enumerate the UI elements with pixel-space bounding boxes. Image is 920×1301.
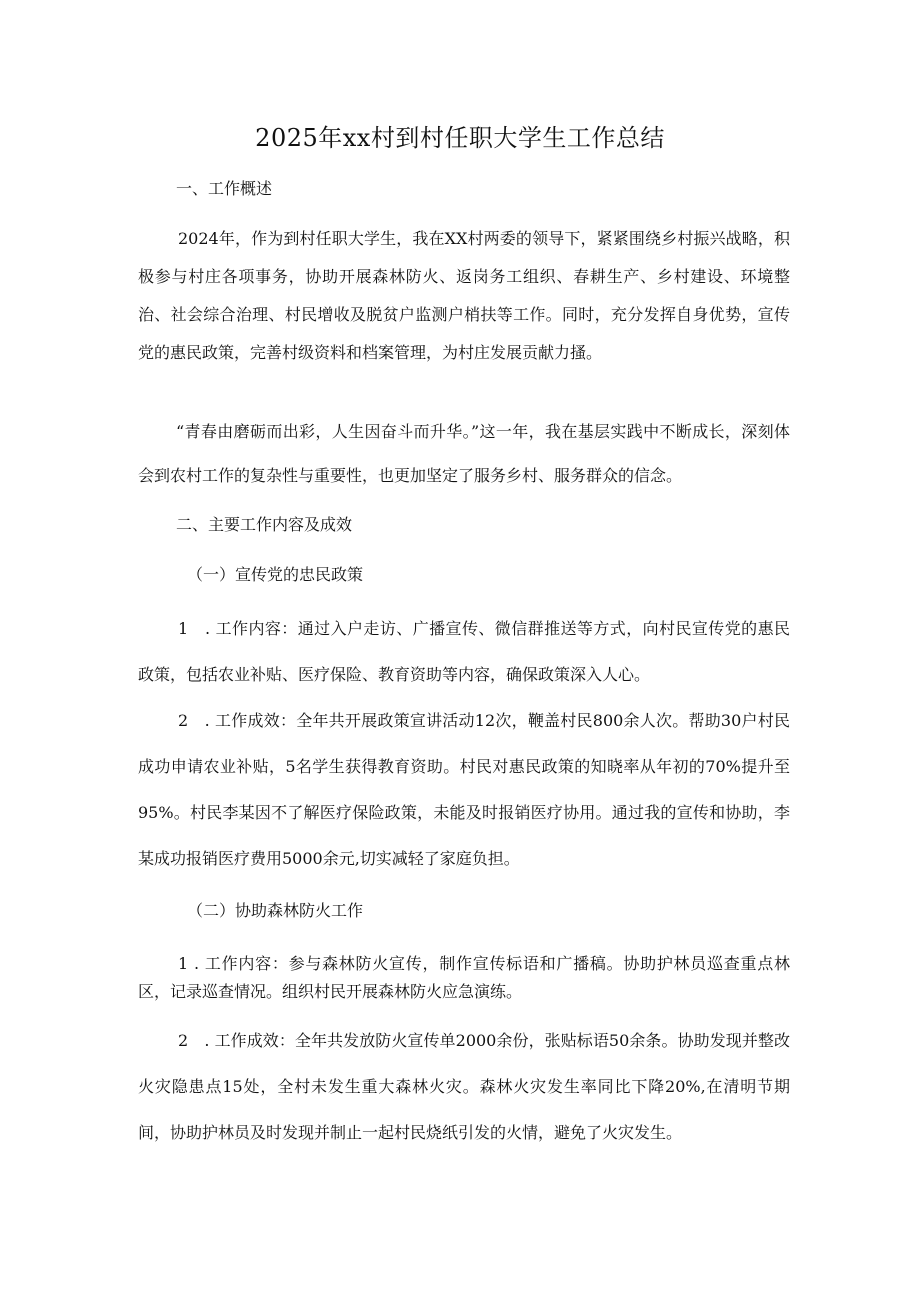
section-heading-overview: 一、工作概述	[176, 179, 273, 198]
paragraph-fire-results: 2 . 工作成效：全年共发放防火宣传单2000余份，张贴标语50余条。协助发现并整改火灾隐患点15处，全村未发生重大森林火灾。森林火灾发生率同比下降20%,在清明节期间，协助护林员及时发现并制止一起村民烧纸引发的火情，避免了火灾发生。	[138, 1031, 790, 1142]
paragraph-overview-2: “青春由磨砺而出彩，人生因奋斗而升华。”这一年，我在基层实践中不断成长，深刻体会到农村工作的复杂性与重要性，也更加坚定了服务乡村、服务群众的信念。	[138, 422, 790, 485]
section-heading-main-work: 二、主要工作内容及成效	[176, 515, 353, 534]
document-title: 2025年xx村到村任职大学生工作总结	[255, 124, 665, 152]
paragraph-fire-content: 1 . 工作内容：参与森林防火宣传，制作宣传标语和广播稿。协助护林员巡查重点林区，记录巡查情况。组织村民开展森林防火应急演练。	[138, 954, 790, 1001]
paragraph-policy-content: 1 . 工作内容：通过入户走访、广播宣传、微信群推送等方式，向村民宣传党的惠民政策，包括农业补贴、医疗保险、教育资助等内容，确保政策深入人心。	[138, 619, 790, 684]
paragraph-policy-results: 2 . 工作成效：全年共开展政策宣讲活动12次，鞭盖村民800余人次。帮助30户村民成功申请农业补贴，5名学生获得教育资助。村民对惠民政策的知晓率从年初的70%提升至95%。村民李某因不了解医疗保险政策，未能及时报销医疗协用。通过我的宣传和协助，李某成功报销医疗费用5000余元,切实减轻了家庭负担。	[138, 711, 790, 868]
paragraph-overview-1: 2024年，作为到村任职大学生，我在XX村两委的领导下，紧紧围绕乡村振兴战略，积极参与村庄各项事务，协助开展森林防火、返岗务工组织、春耕生产、乡村建设、环境整治、社会综合治理、村民增收及脱贫户监测户梢扶等工作。同时，充分发挥自身优势，宣传党的惠民政策，完善村级资料和档案管理，为村庄发展贡献力搔。	[138, 229, 790, 362]
subsection-heading-policy: （一）宣传党的忠民政策	[187, 565, 364, 584]
subsection-heading-fire-prevention: （二）协助森林防火工作	[187, 901, 364, 920]
